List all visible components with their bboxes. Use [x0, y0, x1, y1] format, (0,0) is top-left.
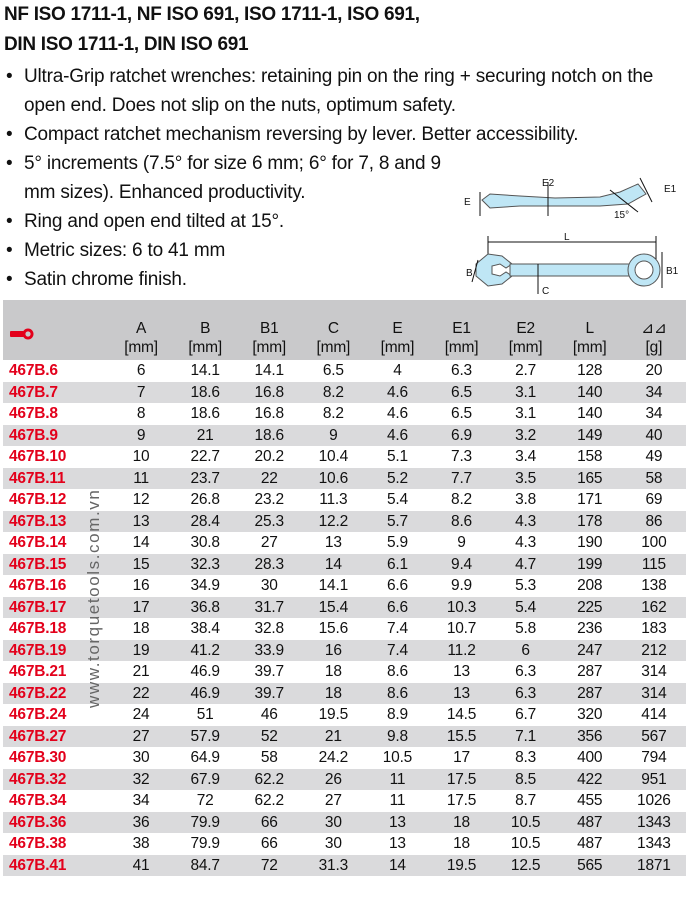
wrench-top-view-diagram — [466, 230, 688, 302]
article-reference: 467B.32 — [9, 770, 67, 788]
header-e2: E2 [mm] — [508, 320, 543, 356]
table-cell: 7.4 — [386, 620, 408, 637]
table-cell: 455 — [577, 792, 603, 809]
table-cell: 28.4 — [190, 512, 220, 530]
table-cell: 951 — [641, 770, 667, 788]
table-cell: 212 — [641, 641, 667, 659]
table-cell: 22.7 — [190, 448, 220, 465]
table-cell: 46.9 — [190, 684, 220, 702]
table-cell: 34 — [645, 383, 663, 401]
table-cell: 30 — [324, 835, 342, 852]
table-cell: 1343 — [637, 813, 671, 831]
table-cell: 8.7 — [515, 792, 537, 809]
table-cell: 7 — [136, 383, 146, 401]
label-c: C — [542, 286, 550, 297]
table-cell: 6.3 — [515, 684, 537, 702]
table-cell: 22 — [132, 684, 150, 702]
table-cell: 8.6 — [386, 663, 408, 680]
article-reference: 467B.7 — [9, 383, 58, 401]
table-cell: 13 — [453, 684, 470, 702]
table-cell: 18 — [132, 620, 150, 637]
table-row — [3, 360, 686, 382]
table-cell: 40 — [645, 426, 663, 444]
table-cell: 5.7 — [386, 512, 408, 530]
article-reference: 467B.6 — [9, 362, 58, 379]
weight-icon: ⊿⊿ — [641, 320, 667, 337]
table-cell: 52 — [260, 727, 278, 745]
article-reference: 467B.8 — [9, 405, 58, 422]
table-cell: 72 — [260, 856, 278, 874]
table-cell: 6 — [136, 362, 146, 379]
table-cell: 10.4 — [318, 448, 349, 465]
table-cell: 422 — [577, 770, 603, 788]
table-body — [3, 360, 686, 876]
table-cell: 58 — [645, 469, 663, 487]
label-e2: E2 — [542, 178, 555, 189]
table-cell: 14.1 — [190, 362, 220, 379]
header-e: E [mm] — [380, 320, 415, 356]
table-cell: 5.1 — [386, 448, 408, 465]
header-reference — [3, 300, 109, 360]
article-reference: 467B.15 — [9, 555, 67, 573]
table-cell: 7.3 — [451, 448, 472, 465]
table-cell: 17.5 — [446, 770, 477, 788]
table-cell: 5.2 — [386, 469, 408, 487]
table-row — [3, 446, 686, 468]
table-cell: 8 — [136, 405, 146, 422]
article-reference: 467B.18 — [9, 620, 67, 637]
table-cell: 162 — [641, 598, 667, 616]
table-header-row — [3, 300, 686, 360]
table-cell: 140 — [577, 383, 603, 401]
table-cell: 86 — [645, 512, 663, 530]
table-cell: 79.9 — [190, 813, 220, 831]
table-cell: 9 — [457, 534, 466, 551]
table-cell: 49 — [645, 448, 663, 465]
table-cell: 27 — [324, 792, 342, 809]
table-cell: 36 — [132, 813, 150, 831]
table-cell: 12.2 — [318, 512, 349, 530]
table-cell: 6.3 — [515, 663, 537, 680]
table-cell: 3.8 — [515, 491, 537, 508]
table-cell: 16.8 — [254, 405, 284, 422]
wrench-side-view-diagram — [460, 172, 688, 230]
table-cell: 158 — [577, 448, 603, 465]
header-e1: E1 [mm] — [444, 320, 479, 356]
table-cell: 5.3 — [515, 577, 537, 594]
article-reference: 467B.10 — [9, 448, 67, 465]
table-cell: 8.6 — [451, 512, 472, 530]
table-cell: 208 — [577, 577, 603, 594]
table-cell: 4.3 — [515, 534, 537, 551]
table-cell: 24.2 — [318, 749, 349, 766]
table-cell: 11 — [389, 792, 406, 809]
feature-item: • 5° increments (7.5° for size 6 mm; 6° for 7, 8 and 9 mm sizes). Enhanced productivity. — [4, 149, 464, 207]
table-cell: 10.3 — [446, 598, 477, 616]
table-cell: 30.8 — [190, 534, 220, 551]
table-cell: 9.8 — [386, 727, 408, 745]
table-cell: 69 — [645, 491, 663, 508]
table-cell: 8.6 — [386, 684, 408, 702]
article-reference: 467B.19 — [9, 641, 67, 659]
table-cell: 84.7 — [190, 856, 220, 874]
table-cell: 13 — [389, 813, 406, 831]
table-row — [3, 532, 686, 554]
table-cell: 17 — [453, 749, 470, 766]
table-cell: 4.6 — [386, 426, 408, 444]
label-b1: B1 — [666, 266, 679, 277]
table-row — [3, 790, 686, 812]
table-cell: 26.8 — [190, 491, 220, 508]
table-cell: 100 — [641, 534, 667, 551]
article-reference: 467B.34 — [9, 792, 67, 809]
table-cell: 15.6 — [318, 620, 349, 637]
table-cell: 39.7 — [254, 663, 284, 680]
table-cell: 138 — [641, 577, 667, 594]
article-reference: 467B.16 — [9, 577, 67, 594]
table-cell: 24 — [132, 706, 150, 723]
table-row — [3, 726, 686, 748]
table-cell: 41 — [132, 856, 150, 874]
label-e1: E1 — [664, 184, 677, 195]
table-cell: 38.4 — [190, 620, 220, 637]
table-row — [3, 640, 686, 662]
label-l: L — [564, 232, 570, 243]
table-cell: 8.2 — [322, 405, 344, 422]
table-cell: 38 — [132, 835, 150, 852]
header-a: A [mm] — [124, 320, 158, 356]
table-cell: 183 — [641, 620, 667, 637]
table-cell: 400 — [577, 749, 603, 766]
table-cell: 58 — [260, 749, 278, 766]
table-cell: 33.9 — [254, 641, 284, 659]
table-cell: 11 — [389, 770, 406, 788]
table-row — [3, 382, 686, 404]
table-cell: 1026 — [637, 792, 671, 809]
table-cell: 72 — [196, 792, 214, 809]
article-reference: 467B.14 — [9, 534, 67, 551]
table-cell: 165 — [577, 469, 603, 487]
table-cell: 5.4 — [515, 598, 537, 616]
table-cell: 149 — [577, 426, 603, 444]
table-cell: 7.7 — [451, 469, 472, 487]
table-cell: 6.9 — [451, 426, 472, 444]
table-cell: 11.2 — [447, 641, 476, 659]
table-cell: 190 — [577, 534, 603, 551]
table-cell: 18 — [324, 663, 342, 680]
header-b1: B1 [mm] — [252, 320, 287, 356]
table-cell: 8.3 — [515, 749, 537, 766]
table-cell: 14.1 — [318, 577, 349, 594]
table-cell: 6.5 — [322, 362, 344, 379]
table-cell: 9 — [136, 426, 146, 444]
table-cell: 4.6 — [386, 383, 408, 401]
table-cell: 11.3 — [319, 491, 348, 508]
article-reference: 467B.22 — [9, 684, 67, 702]
table-cell: 236 — [577, 620, 603, 637]
table-cell: 16 — [132, 577, 150, 594]
article-reference: 467B.13 — [9, 512, 67, 530]
table-row — [3, 597, 686, 619]
table-cell: 7.4 — [386, 641, 408, 659]
table-cell: 2.7 — [515, 362, 537, 379]
table-cell: 79.9 — [190, 835, 220, 852]
label-e: E — [464, 197, 471, 208]
table-cell: 17 — [132, 598, 150, 616]
table-cell: 34 — [645, 405, 663, 422]
table-cell: 34.9 — [190, 577, 220, 594]
table-cell: 66 — [260, 813, 278, 831]
article-reference: 467B.24 — [9, 706, 67, 723]
table-cell: 11 — [133, 469, 149, 487]
table-row — [3, 683, 686, 705]
table-cell: 51 — [196, 706, 214, 723]
table-cell: 30 — [324, 813, 342, 831]
table-cell: 14 — [132, 534, 150, 551]
table-cell: 19 — [132, 641, 150, 659]
table-cell: 9 — [329, 426, 338, 444]
table-cell: 15.5 — [446, 727, 477, 745]
table-cell: 414 — [641, 706, 667, 723]
table-row — [3, 812, 686, 834]
table-cell: 10.5 — [510, 835, 541, 852]
table-cell: 6.6 — [386, 577, 408, 594]
table-cell: 487 — [577, 813, 603, 831]
table-cell: 21 — [132, 663, 150, 680]
article-reference: 467B.41 — [9, 856, 67, 874]
table-cell: 13 — [324, 534, 342, 551]
table-cell: 41.2 — [190, 641, 220, 659]
table-cell: 31.7 — [254, 598, 284, 616]
table-row — [3, 403, 686, 425]
table-cell: 18 — [324, 684, 342, 702]
table-cell: 3.1 — [515, 405, 537, 422]
table-cell: 18.6 — [190, 383, 220, 401]
table-cell: 314 — [641, 684, 667, 702]
table-cell: 115 — [641, 555, 666, 573]
table-cell: 36.8 — [190, 598, 220, 616]
table-cell: 14.1 — [254, 362, 284, 379]
table-cell: 31.3 — [318, 856, 349, 874]
table-cell: 18 — [453, 835, 470, 852]
table-cell: 3.4 — [515, 448, 537, 465]
table-cell: 6.3 — [451, 362, 472, 379]
table-cell: 5.4 — [386, 491, 408, 508]
table-cell: 567 — [641, 727, 667, 745]
table-cell: 4.6 — [386, 405, 408, 422]
table-cell: 10.5 — [510, 813, 541, 831]
article-reference: 467B.21 — [9, 663, 67, 680]
table-cell: 314 — [641, 663, 667, 680]
table-cell: 15.4 — [318, 598, 349, 616]
table-cell: 8.2 — [451, 491, 472, 508]
table-row — [3, 661, 686, 683]
table-cell: 9.9 — [451, 577, 472, 594]
standards-line-1: NF ISO 1711-1, NF ISO 691, ISO 1711-1, ISO 691, — [4, 4, 420, 25]
table-cell: 10.6 — [318, 469, 349, 487]
table-cell: 30 — [260, 577, 278, 594]
article-reference: 467B.17 — [9, 598, 67, 616]
table-cell: 18.6 — [190, 405, 220, 422]
table-cell: 19.5 — [318, 706, 349, 723]
table-cell: 6.1 — [386, 555, 408, 573]
article-reference: 467B.12 — [9, 491, 67, 508]
table-cell: 64.9 — [190, 749, 220, 766]
table-cell: 1343 — [637, 835, 671, 852]
table-cell: 67.9 — [190, 770, 220, 788]
table-cell: 794 — [641, 749, 667, 766]
table-cell: 27 — [260, 534, 278, 551]
article-reference: 467B.11 — [9, 469, 66, 487]
wrench-logo-icon — [9, 327, 35, 341]
table-cell: 25.3 — [254, 512, 284, 530]
label-angle: 15° — [614, 210, 630, 221]
table-cell: 171 — [577, 491, 603, 508]
table-cell: 62.2 — [254, 770, 284, 788]
table-cell: 27 — [132, 727, 150, 745]
table-cell: 12 — [132, 491, 150, 508]
table-cell: 128 — [577, 362, 603, 379]
table-cell: 6 — [521, 641, 530, 659]
table-cell: 16 — [324, 641, 342, 659]
table-cell: 21 — [196, 426, 214, 444]
table-cell: 13 — [389, 835, 406, 852]
table-cell: 8.2 — [322, 383, 344, 401]
header-b: B [mm] — [188, 320, 222, 356]
table-cell: 3.2 — [515, 426, 537, 444]
table-cell: 16.8 — [254, 383, 284, 401]
table-cell: 17.5 — [446, 792, 477, 809]
table-cell: 9.4 — [451, 555, 472, 573]
table-cell: 23.2 — [254, 491, 284, 508]
table-row — [3, 554, 686, 576]
table-cell: 46.9 — [190, 663, 220, 680]
article-reference: 467B.36 — [9, 813, 67, 831]
table-cell: 140 — [577, 405, 603, 422]
table-cell: 18 — [453, 813, 470, 831]
table-cell: 5.8 — [515, 620, 537, 637]
table-cell: 22 — [260, 469, 278, 487]
header-c: C [mm] — [316, 320, 351, 356]
table-cell: 57.9 — [190, 727, 220, 745]
table-cell: 62.2 — [254, 792, 284, 809]
table-row — [3, 618, 686, 640]
table-cell: 12.5 — [510, 856, 541, 874]
table-cell: 4.7 — [515, 555, 537, 573]
table-cell: 26 — [324, 770, 342, 788]
table-cell: 14.5 — [446, 706, 477, 723]
table-cell: 39.7 — [254, 684, 284, 702]
table-cell: 178 — [577, 512, 603, 530]
table-row — [3, 704, 686, 726]
table-cell: 13 — [132, 512, 150, 530]
table-cell: 225 — [577, 598, 603, 616]
table-cell: 66 — [260, 835, 278, 852]
table-cell: 6.5 — [451, 383, 472, 401]
table-cell: 6.6 — [386, 598, 408, 616]
feature-item: • Compact ratchet mechanism reversing by lever. Better accessibility. — [4, 120, 684, 149]
table-cell: 20.2 — [254, 448, 284, 465]
table-cell: 32 — [132, 770, 150, 788]
table-row — [3, 468, 686, 490]
table-cell: 287 — [577, 684, 603, 702]
watermark-text: www.torquetools.com.vn — [84, 488, 103, 708]
article-reference: 467B.9 — [9, 426, 58, 444]
table-cell: 4.3 — [515, 512, 537, 530]
table-cell: 247 — [577, 641, 603, 659]
table-cell: 320 — [577, 706, 603, 723]
table-cell: 21 — [324, 727, 342, 745]
table-row — [3, 747, 686, 769]
table-cell: 14 — [389, 856, 406, 874]
label-b: B — [466, 268, 473, 279]
feature-item: • Metric sizes: 6 to 41 mm — [4, 236, 684, 265]
table-cell: 30 — [132, 749, 150, 766]
table-cell: 1871 — [637, 856, 671, 874]
feature-item: • Ultra-Grip ratchet wrenches: retaining pin on the ring + securing notch on the open end. Does not slip on the nuts, optimum safety. — [4, 62, 684, 120]
table-row — [3, 511, 686, 533]
table-row — [3, 833, 686, 855]
article-reference: 467B.30 — [9, 749, 67, 766]
table-cell: 199 — [577, 555, 603, 573]
table-cell: 7.1 — [515, 727, 537, 745]
table-cell: 487 — [577, 835, 603, 852]
table-row — [3, 769, 686, 791]
table-row — [3, 489, 686, 511]
table-cell: 32.3 — [190, 555, 220, 573]
header-l: L [mm] — [572, 320, 607, 356]
table-cell: 8.5 — [515, 770, 537, 788]
standards-line-2: DIN ISO 1711-1, DIN ISO 691 — [4, 34, 249, 55]
table-cell: 5.9 — [386, 534, 408, 551]
table-cell: 46 — [260, 706, 278, 723]
feature-item: • Satin chrome finish. — [4, 265, 684, 294]
table-cell: 34 — [132, 792, 150, 809]
table-cell: 19.5 — [446, 856, 477, 874]
table-row — [3, 425, 686, 447]
article-reference: 467B.27 — [9, 727, 67, 745]
table-row — [3, 575, 686, 597]
table-cell: 13 — [453, 663, 470, 680]
table-cell: 4 — [393, 362, 402, 379]
article-reference: 467B.38 — [9, 835, 67, 852]
header-weight: ⊿⊿ [g] — [641, 320, 667, 356]
table-cell: 14 — [324, 555, 342, 573]
table-cell: 3.1 — [515, 383, 537, 401]
dimensions-table — [3, 300, 686, 876]
table-cell: 3.5 — [515, 469, 537, 487]
table-cell: 565 — [577, 856, 603, 874]
table-cell: 20 — [645, 362, 663, 379]
table-cell: 287 — [577, 663, 603, 680]
table-cell: 18.6 — [254, 426, 284, 444]
table-cell: 32.8 — [254, 620, 284, 637]
table-row — [3, 855, 686, 877]
feature-item: • Ring and open end tilted at 15°. — [4, 207, 684, 236]
table-cell: 10.7 — [446, 620, 477, 637]
table-cell: 28.3 — [254, 555, 284, 573]
table-cell: 23.7 — [190, 469, 220, 487]
table-cell: 356 — [577, 727, 603, 745]
table-cell: 10.5 — [382, 749, 413, 766]
table-cell: 6.7 — [515, 706, 537, 723]
table-cell: 15 — [132, 555, 150, 573]
table-cell: 6.5 — [451, 405, 472, 422]
table-cell: 8.9 — [386, 706, 408, 723]
table-cell: 10 — [132, 448, 150, 465]
